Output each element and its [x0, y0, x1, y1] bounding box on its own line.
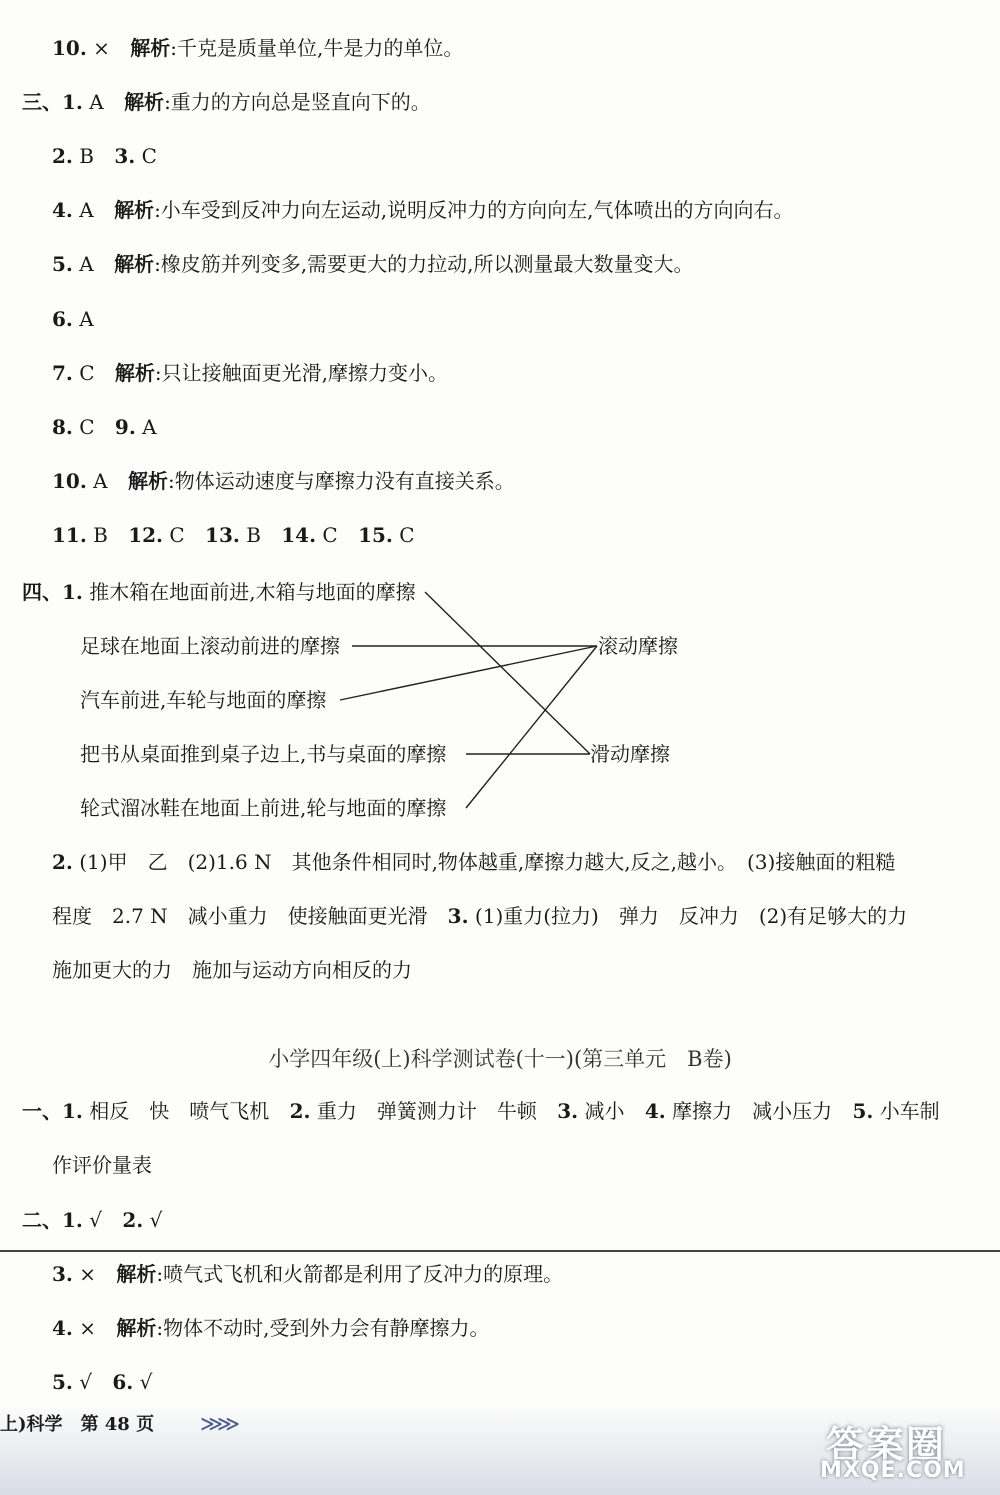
match-left-3: 把书从桌面推到桌子边上,书与桌面的摩擦: [80, 742, 447, 766]
footer-arrow-icon: ≫≫: [200, 1412, 235, 1437]
match-left-2: 汽车前进,车轮与地面的摩擦: [80, 688, 327, 712]
answer-row-3-11: 11. B 12. C 13. B 14. C 15. C: [52, 523, 415, 547]
answer-row-3-4: 4. A 解析:小车受到反冲力向左运动,说明反冲力的方向向左,气体喷出的方向向右。: [52, 198, 794, 222]
watermark-logo: 答案圈: [826, 1423, 947, 1467]
match-left-1: 足球在地面上滚动前进的摩擦: [80, 634, 340, 658]
answer-row-4-2b: 程度 2.7 N 减小重力 使接触面更光滑 3. (1)重力(拉力) 弹力 反冲力 (2)有足够大的力: [52, 904, 908, 928]
match-right-0: 滚动摩擦: [598, 634, 678, 658]
answer-b-2-1: 二、1. √ 2. √: [22, 1208, 163, 1232]
answer-row-3-5: 5. A 解析:橡皮筋并列变多,需要更大的力拉动,所以测量最大数量变大。: [52, 252, 694, 276]
match-left-4: 轮式溜冰鞋在地面上前进,轮与地面的摩擦: [80, 796, 447, 820]
answer-row-3-2: 2. B 3. C: [52, 144, 157, 168]
answer-row-4-3: 施加更大的力 施加与运动方向相反的力: [52, 958, 412, 982]
answer-b-2-3: 3. × 解析:喷气式飞机和火箭都是利用了反冲力的原理。: [52, 1262, 564, 1286]
answer-row-4-2: 2. (1)甲 乙 (2)1.6 N 其他条件相同时,物体越重,摩擦力越大,反之,越小。 (3)接触面的粗糙: [52, 850, 896, 874]
answer-b-2-5: 5. √ 6. √: [52, 1370, 153, 1394]
answer-row-3-6: 6. A: [52, 307, 94, 331]
page-footer: 上)科学 第 48 页: [0, 1414, 155, 1435]
answer-row-10: 10. × 解析:千克是质量单位,牛是力的单位。: [52, 36, 464, 60]
match-left-0: 四、1. 推木箱在地面前进,木箱与地面的摩擦: [22, 580, 416, 604]
answer-b-1: 一、1. 相反 快 喷气飞机 2. 重力 弹簧测力计 牛顿 3. 减小 4. 摩擦力 减小压力 5. 小车制: [22, 1099, 940, 1123]
answer-row-3-10: 10. A 解析:物体运动速度与摩擦力没有直接关系。: [52, 469, 515, 493]
match-right-1: 滑动摩擦: [590, 742, 670, 766]
match-link-4: [466, 646, 597, 808]
answer-row-3-1: 三、1. A 解析:重力的方向总是竖直向下的。: [22, 90, 431, 114]
match-link-2: [340, 646, 597, 700]
match-link-0: [425, 592, 590, 754]
answer-row-3-8: 8. C 9. A: [52, 415, 157, 439]
test-title: 小学四年级(上)科学测试卷(十一)(第三单元 B卷): [268, 1047, 732, 1071]
answer-row-3-7: 7. C 解析:只让接触面更光滑,摩擦力变小。: [52, 361, 449, 385]
answer-b-2-4: 4. × 解析:物体不动时,受到外力会有静摩擦力。: [52, 1316, 490, 1340]
answer-b-1-cont: 作评价量表: [52, 1153, 152, 1177]
watermark-url: MXQE.COM: [820, 1458, 966, 1483]
